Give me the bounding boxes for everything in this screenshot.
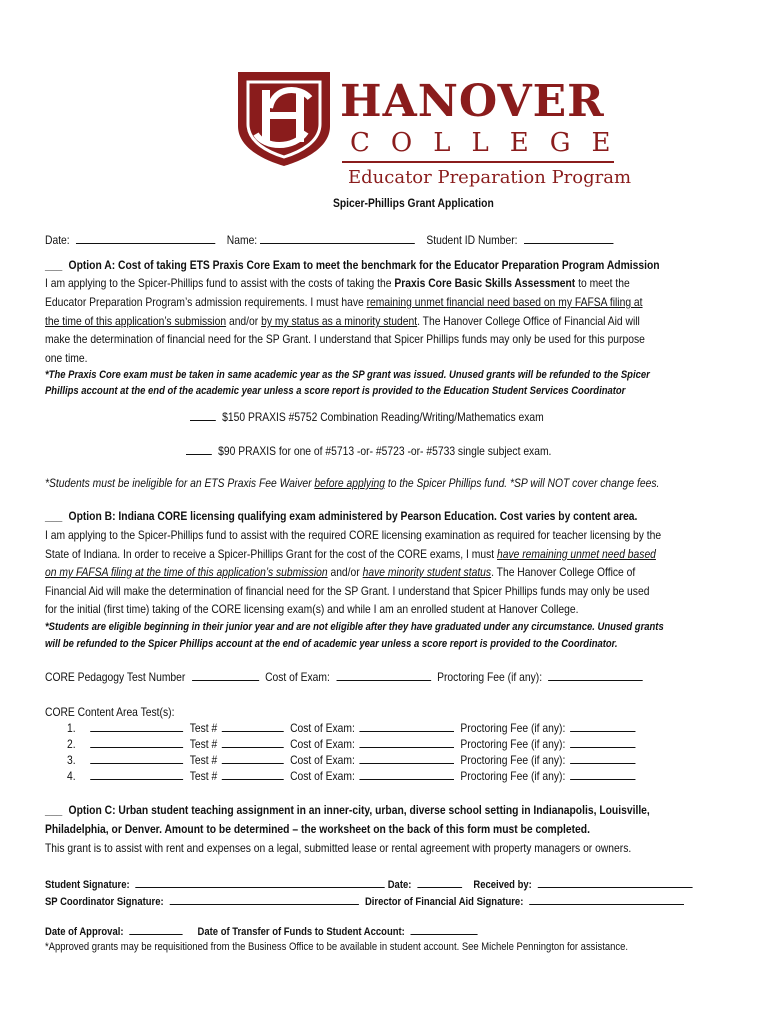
signature-date-field[interactable] — [417, 875, 462, 888]
core-pedagogy-row: CORE Pedagogy Test Number Cost of Exam: Proctoring Fee (if any): — [45, 668, 643, 686]
name-label: Name: — [226, 233, 258, 247]
page-title: Spicer-Phillips Grant Application — [333, 196, 494, 210]
core-content-label: CORE Content Area Test(s): — [45, 705, 175, 719]
option-a-line-1: I am applying to the Spicer-Phillips fund to assist with the costs of taking the Praxis Core Basic Skills Assessment to meet the — [45, 276, 630, 290]
approval-date-field[interactable] — [130, 922, 183, 935]
cost-field[interactable] — [359, 767, 454, 780]
praxis-choice-90: $90 PRAXIS for one of #5713 -or- #5723 -or- #5733 single subject exam. — [186, 442, 551, 460]
option-c-heading-1: ___ Option C: Urban student teaching assignment in an inner-city, urban, diverse school setting in Indianapolis, Louisville, — [45, 803, 650, 817]
praxis-choice-150: $150 PRAXIS #5752 Combination Reading/Writing/Mathematics exam — [190, 408, 544, 426]
praxis-waiver-note: *Students must be ineligible for an ETS Praxis Fee Waiver before applying to the Spicer Phillips fund. *SP will NOT cover change fees. — [45, 476, 660, 490]
option-b-line-5: for the initial (first time) taking of the CORE licensing exam(s) and while I am an enrolled student at Hanover College. — [45, 602, 579, 616]
date-field[interactable] — [76, 231, 215, 244]
option-a-line-3: the time of this application’s submission and/or by my status as a minority student. The Hanover College Office of Financial Aid will — [45, 314, 640, 328]
option-b-line-1: I am applying to the Spicer-Phillips fund to assist with the required CORE licensing examination as required for teacher licensing by the — [45, 528, 662, 542]
cost-field[interactable] — [359, 735, 454, 748]
logo-divider — [342, 161, 614, 163]
director-signature-field[interactable] — [529, 892, 684, 905]
option-b-checkbox[interactable]: ___ — [45, 509, 63, 523]
option-c-heading-2: Philadelphia, or Denver. Amount to be determined – the worksheet on the back of this form must be completed. — [45, 822, 590, 836]
signature-row-2: SP Coordinator Signature: Director of Financial Aid Signature: — [45, 892, 684, 911]
test-number-field[interactable] — [222, 719, 284, 732]
name-field[interactable] — [260, 231, 415, 244]
content-area-field[interactable] — [91, 719, 184, 732]
proctor-fee-field[interactable] — [570, 735, 635, 748]
pedagogy-cost-field[interactable] — [336, 668, 431, 681]
content-area-field[interactable] — [91, 751, 184, 764]
student-id-label: Student ID Number: — [426, 233, 518, 247]
approval-row: Date of Approval: Date of Transfer of Funds to Student Account: — [45, 922, 478, 941]
option-a-note-2: Phillips account at the end of the academic year unless a score report is provided to the Education Student Services Coordinator — [45, 385, 626, 397]
approval-footnote: *Approved grants may be requisitioned from the Business Office to be available in student account. See Michele Pennington for assistance. — [45, 941, 629, 953]
pedagogy-test-number-field[interactable] — [192, 668, 259, 681]
option-c-checkbox[interactable]: ___ — [45, 803, 63, 817]
content-row: 3. Test # Cost of Exam: Proctoring Fee (if any): — [67, 751, 635, 769]
content-area-field[interactable] — [91, 735, 184, 748]
test-number-field[interactable] — [222, 751, 284, 764]
option-a-checkbox[interactable]: ___ — [45, 258, 63, 272]
option-b-line-2: State of Indiana. In order to receive a Spicer-Phillips Grant for the cost of the CORE exams, I must have remaining unmet need based — [45, 547, 656, 561]
proctor-fee-field[interactable] — [570, 751, 635, 764]
student-id-field[interactable] — [524, 231, 613, 244]
date-label: Date: — [45, 233, 70, 247]
option-a-line-2: Educator Preparation Program’s admission requirements. I must have remaining unmet financial need based on my FAFSA filing at — [45, 295, 643, 309]
option-b-heading: ___ Option B: Indiana CORE licensing qualifying exam administered by Pearson Education. Cost varies by content area. — [45, 509, 638, 523]
praxis-90-checkbox[interactable] — [186, 442, 212, 455]
option-b-note-2: will be refunded to the Spicer Phillips account at the end of academic year unless a score report is provided to the Coordinator. — [45, 638, 618, 650]
option-a-note-1: *The Praxis Core exam must be taken in same academic year as the SP grant was issued. Unused grants will be refunded to the Spicer — [45, 369, 650, 381]
option-b-note-1: *Students are eligible beginning in their junior year and are not eligible after they have graduated under any circumstance. Unused grants — [45, 621, 664, 633]
option-a-line-4: make the determination of financial need for the SP Grant. I understand that Spicer Phillips funds may only be used for this purpose — [45, 332, 645, 346]
test-number-field[interactable] — [222, 735, 284, 748]
coordinator-signature-field[interactable] — [170, 892, 359, 905]
signature-row-1: Student Signature: Date: Received by: — [45, 875, 693, 894]
hanover-shield-icon — [234, 68, 334, 168]
student-signature-field[interactable] — [136, 875, 385, 888]
content-row: 2. Test # Cost of Exam: Proctoring Fee (if any): — [67, 735, 635, 753]
content-row: 1. Test # Cost of Exam: Proctoring Fee (if any): — [67, 719, 635, 737]
test-number-field[interactable] — [222, 767, 284, 780]
logo-college: COLLEGE — [350, 128, 632, 158]
proctor-fee-field[interactable] — [570, 719, 635, 732]
proctor-fee-field[interactable] — [570, 767, 635, 780]
hanover-logo — [232, 68, 632, 193]
cost-field[interactable] — [359, 751, 454, 764]
option-b-line-3: on my FAFSA filing at the time of this application’s submission and/or have minority student status. The Hanover College Office of — [45, 565, 636, 579]
content-row: 4. Test # Cost of Exam: Proctoring Fee (if any): — [67, 767, 635, 785]
transfer-date-field[interactable] — [411, 922, 478, 935]
option-b-line-4: Financial Aid will make the determination of financial need for the SP Grant. I understand that Spicer Phillips funds may only be used — [45, 584, 650, 598]
content-area-field[interactable] — [91, 767, 184, 780]
pedagogy-proctor-fee-field[interactable] — [548, 668, 643, 681]
logo-program: Educator Preparation Program — [348, 167, 632, 188]
logo-name: HANOVER — [340, 76, 605, 127]
option-a-heading: ___ Option A: Cost of taking ETS Praxis Core Exam to meet the benchmark for the Educator Preparation Program Admission — [45, 258, 660, 272]
cost-field[interactable] — [359, 719, 454, 732]
option-c-text: This grant is to assist with rent and expenses on a legal, submitted lease or rental agreement with property managers or owners. — [45, 841, 632, 855]
option-a-line-5: one time. — [45, 351, 88, 365]
header-fields — [45, 231, 613, 249]
praxis-150-checkbox[interactable] — [190, 408, 216, 421]
received-by-field[interactable] — [538, 875, 693, 888]
